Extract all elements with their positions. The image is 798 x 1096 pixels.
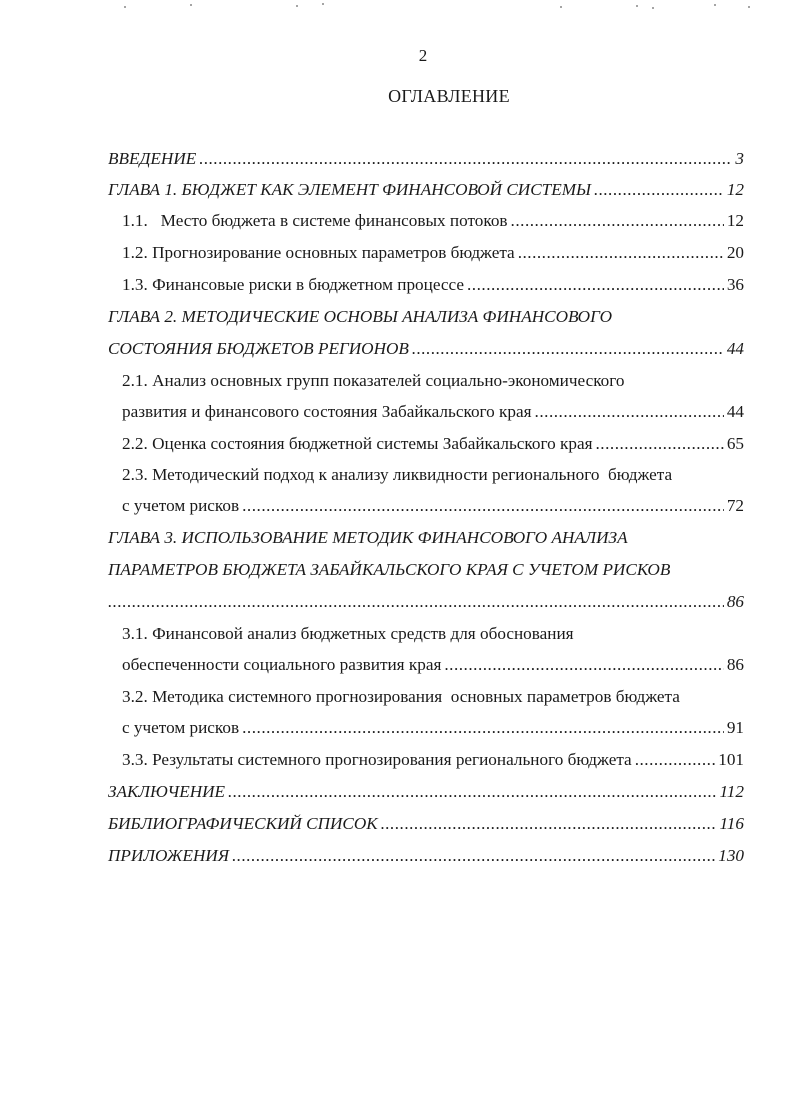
toc-entry-page: 130 [718, 846, 744, 865]
scan-noise [0, 0, 798, 14]
toc-entry[interactable] [108, 525, 744, 551]
toc-entry-page: 44 [726, 339, 744, 358]
toc-entry-page: 65 [726, 434, 744, 453]
leader-dots [596, 431, 724, 457]
toc-entry[interactable] [122, 621, 744, 647]
toc-entry[interactable] [108, 336, 744, 362]
toc-entry-text: 3.2. Методика системного прогнозирования основных параметров бюджета [122, 687, 680, 706]
toc-entry[interactable] [122, 208, 744, 234]
toc-entry[interactable] [122, 715, 744, 741]
toc-entry-text: обеспеченности социального развития края [122, 655, 442, 674]
toc-entry-text: развития и финансового состояния Забайкальского края [122, 402, 532, 421]
toc-entry-text: ВВЕДЕНИЕ [108, 149, 197, 168]
toc-entry-text: 1.3. Финансовые риски в бюджетном процессе [122, 275, 464, 294]
leader-dots [242, 493, 724, 519]
toc-entry-text: ПРИЛОЖЕНИЯ [108, 846, 230, 865]
toc-entry-text: ГЛАВА 1. БЮДЖЕТ КАК ЭЛЕМЕНТ ФИНАНСОВОЙ СИСТЕМЫ [108, 180, 592, 199]
toc-entry-text: ЗАКЛЮЧЕНИЕ [108, 782, 226, 801]
toc-entry[interactable] [108, 779, 744, 805]
toc-entry[interactable] [122, 493, 744, 519]
toc-entry-text: ГЛАВА 3. ИСПОЛЬЗОВАНИЕ МЕТОДИК ФИНАНСОВОГО АНАЛИЗА [108, 528, 628, 547]
toc-entry-text: с учетом рисков [122, 496, 240, 515]
toc-entry[interactable] [122, 684, 744, 710]
toc-entry-text: ГЛАВА 2. МЕТОДИЧЕСКИЕ ОСНОВЫ АНАЛИЗА ФИНАНСОВОГО [108, 307, 613, 326]
toc-entry-text: ПАРАМЕТРОВ БЮДЖЕТА ЗАБАЙКАЛЬСКОГО КРАЯ С УЧЕТОМ РИСКОВ [108, 560, 671, 579]
toc-entry[interactable] [108, 589, 744, 615]
toc-title: ОГЛАВЛЕНИЕ [388, 86, 510, 106]
toc-entry[interactable] [122, 747, 744, 773]
toc-entry-text: БИБЛИОГРАФИЧЕСКИЙ СПИСОК [108, 814, 378, 833]
toc-entry[interactable] [122, 462, 744, 488]
toc-entry-page: 72 [726, 496, 744, 515]
toc-entry-text: 2.3. Методический подход к анализу ликвидности регионального бюджета [122, 465, 673, 484]
leader-dots [518, 240, 724, 266]
leader-dots [511, 208, 724, 234]
toc-entry-text: 1.1. Место бюджета в системе финансовых потоков [122, 211, 508, 230]
leader-dots [467, 272, 724, 298]
toc-entry-text: с учетом рисков [122, 718, 240, 737]
toc-entry[interactable] [108, 811, 744, 837]
leader-dots [381, 811, 717, 837]
toc-entry-page: 86 [726, 655, 744, 674]
leader-dots [232, 843, 715, 869]
toc-entry-page: 112 [719, 782, 744, 801]
toc-entry[interactable] [108, 843, 744, 869]
toc-entry[interactable] [122, 240, 744, 266]
toc-entry[interactable] [122, 399, 744, 425]
leader-dots [594, 177, 724, 203]
toc-entry-page: 91 [726, 718, 744, 737]
leader-dots [635, 747, 716, 773]
toc-entry[interactable] [122, 652, 744, 678]
toc-entry[interactable] [122, 272, 744, 298]
toc-entry-text: 3.1. Финансовой анализ бюджетных средств для обоснования [122, 624, 574, 643]
toc-entry[interactable] [108, 304, 744, 330]
toc-entry[interactable] [108, 177, 744, 203]
leader-dots [412, 336, 724, 362]
leader-dots [199, 146, 732, 172]
leader-dots [535, 399, 724, 425]
leader-dots [242, 715, 724, 741]
toc-entry-page: 86 [726, 592, 744, 611]
leader-dots [444, 652, 723, 678]
leader-dots [108, 589, 724, 615]
toc-entry-page: 116 [719, 814, 744, 833]
toc-entry-page: 36 [726, 275, 744, 294]
toc-entry[interactable] [108, 557, 744, 583]
toc-entry-page: 12 [726, 180, 744, 199]
toc-entry[interactable] [122, 368, 744, 394]
toc-entry-page: 44 [726, 402, 744, 421]
toc-entry-page: 12 [726, 211, 744, 230]
toc-entry-text: СОСТОЯНИЯ БЮДЖЕТОВ РЕГИОНОВ [108, 339, 409, 358]
page-number: 2 [418, 46, 428, 65]
toc-entry[interactable] [108, 146, 744, 172]
toc-entry-text: 2.1. Анализ основных групп показателей социально-экономического [122, 371, 625, 390]
toc-entry-page: 20 [726, 243, 744, 262]
toc-entry-text: 2.2. Оценка состояния бюджетной системы Забайкальского края [122, 434, 593, 453]
toc-entry[interactable] [122, 431, 744, 457]
toc-entry-page: 3 [735, 149, 744, 168]
leader-dots [228, 779, 716, 805]
toc-entry-text: 3.3. Результаты системного прогнозирования регионального бюджета [122, 750, 632, 769]
toc-entry-page: 101 [718, 750, 744, 769]
toc-entry-text: 1.2. Прогнозирование основных параметров бюджета [122, 243, 515, 262]
